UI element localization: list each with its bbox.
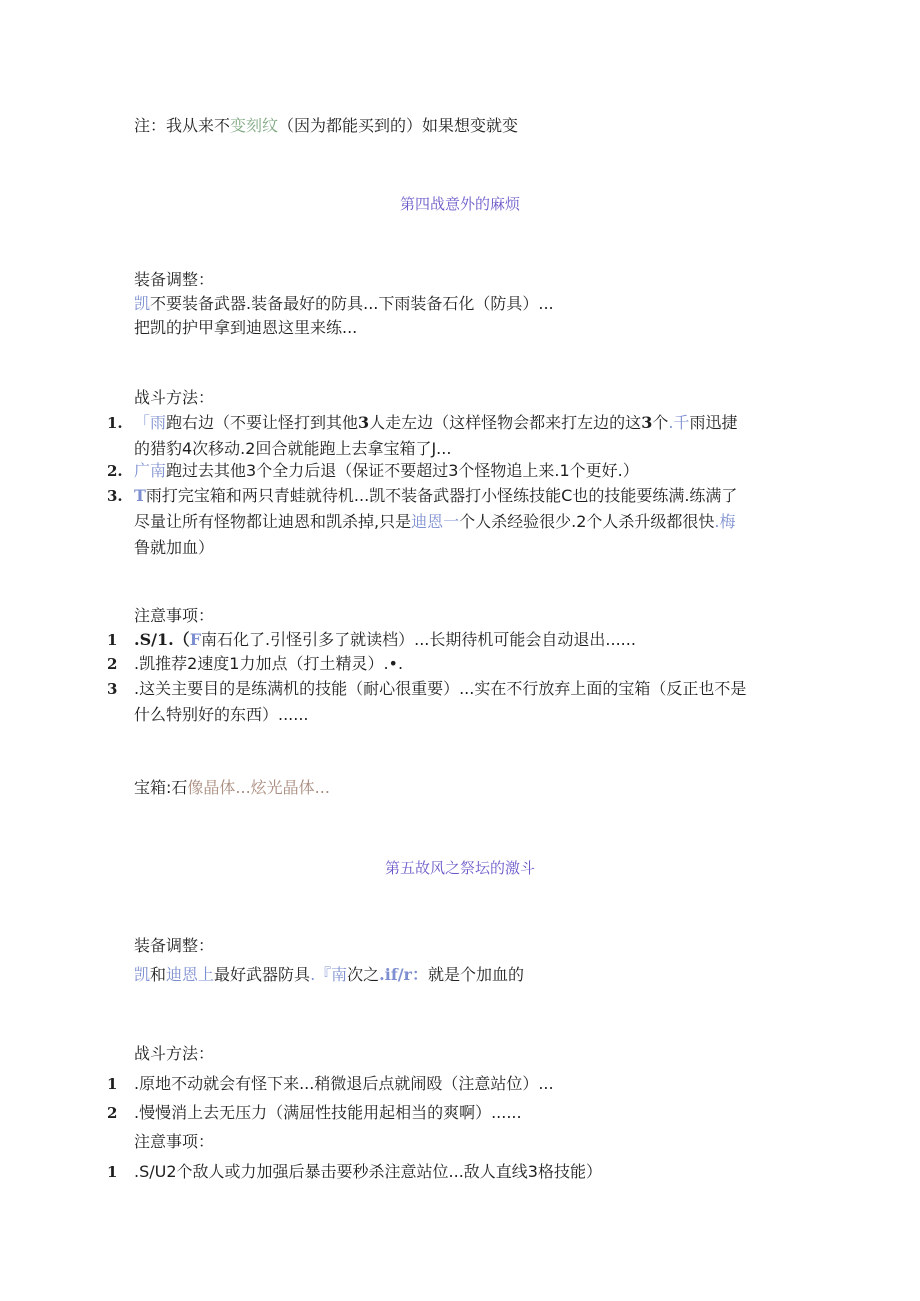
method-2-number: 2. <box>107 462 123 480</box>
c5-method-1-number: 1 <box>107 1075 118 1093</box>
c5-note-1-number: 1 <box>107 1163 118 1181</box>
chapter4-notes-label: 注意事项： <box>134 606 215 625</box>
c5e-g: .if/r： <box>379 965 428 984</box>
m3-f: .梅 <box>714 512 736 531</box>
c5e-f: 次之 <box>347 965 380 984</box>
note-3-number: 3 <box>107 680 118 698</box>
top-note <box>134 114 518 138</box>
method-3-number: 3. <box>107 487 123 505</box>
note-2-text: .凯推荐2速度1力加点（打土精灵）.•. <box>134 654 404 673</box>
n1-b: F <box>189 630 202 649</box>
equip-line1-part1: 凯 <box>134 294 151 313</box>
treasure-line <box>134 776 330 800</box>
c5e-b: 和 <box>150 965 167 984</box>
chapter4-method-label: 战斗方法： <box>134 388 215 407</box>
treasure-highlight: 像晶体...炫光晶体... <box>187 778 330 797</box>
chapter5-equip-label: 装备调整： <box>134 936 215 955</box>
method-1-text <box>134 410 784 462</box>
m1-f: 个 <box>652 413 669 432</box>
note-1-text <box>134 627 784 653</box>
chapter5-method-label: 战斗方法： <box>134 1044 215 1063</box>
chapter4-title: 第四战意外的麻烦 <box>399 195 520 213</box>
c5-method-2-number: 2 <box>107 1104 118 1122</box>
m3-line3: 鲁就加血） <box>134 538 215 557</box>
chapter4-equip-line1 <box>134 292 554 316</box>
method-2-text <box>134 458 784 484</box>
chapter4-equip-label: 装备调整： <box>134 270 215 289</box>
m3-b: 雨打完宝箱和两只青蛙就待机...凯不装备武器打小怪练技能C也的技能要练满.练满了 <box>145 486 738 505</box>
treasure-prefix: 宝箱:石 <box>134 778 188 797</box>
m1-h: 雨迅捷 <box>689 413 738 432</box>
c5e-h: 就是个加血的 <box>427 965 524 984</box>
m3-d: 迪恩一 <box>411 512 460 531</box>
note-1-number: 1 <box>107 631 118 649</box>
c5e-d: 最好武器防具 <box>214 965 311 984</box>
equip-line1-part2: 不要装备武器.装备最好的防具...下雨装备石化（防具）... <box>150 294 554 313</box>
m3-e: 个人杀经验很少.2个人杀升级都很快 <box>459 512 715 531</box>
n1-c: 南石化了.引怪引多了就读档）...长期待机可能会自动退出...... <box>201 630 636 649</box>
n1-a: .S/1.（ <box>134 630 190 649</box>
m1-g: .千 <box>668 413 690 432</box>
top-note-highlight: 变刻纹 <box>230 116 279 135</box>
m2-a: 广南 <box>134 461 167 480</box>
m1-c: 3 <box>358 413 370 432</box>
c5e-a: 凯 <box>134 965 151 984</box>
m1-e: 3 <box>641 413 653 432</box>
m1-d: 人走左边（这样怪物会都来打左边的这 <box>369 413 642 432</box>
top-note-suffix: （因为都能买到的）如果想变就变 <box>278 116 519 135</box>
chapter5-equip-line <box>134 963 524 987</box>
m1-b: 跑右边（不要让怪打到其他 <box>166 413 359 432</box>
m3-a: T <box>134 486 146 505</box>
chapter5-notes-label: 注意事项： <box>134 1132 215 1151</box>
note-3-text <box>134 676 784 728</box>
c5e-e: .『南 <box>310 965 348 984</box>
top-note-prefix: 注：我从来不 <box>134 116 231 135</box>
c5e-c: 迪恩上 <box>166 965 215 984</box>
m1-line2: 的猎豹4次移动.2回合就能跑上去拿宝箱了J... <box>134 439 452 458</box>
c5-note-1-text: .S/U2个敌人或力加强后暴击要秒杀注意站位...敌人直线3格技能） <box>134 1162 602 1181</box>
method-1-number: 1. <box>107 414 123 432</box>
chapter4-equip-line2: 把凯的护甲拿到迪恩这里来练... <box>134 318 358 337</box>
c5-method-1-text: .原地不动就会有怪下来...稍微退后点就闹殴（注意站位）... <box>134 1074 554 1093</box>
n3-line2: 什么特别好的东西）...... <box>134 705 309 724</box>
m2-b: 跑过去其他3个全力后退（保证不要超过3个怪物追上来.1个更好.） <box>166 461 639 480</box>
m1-a: 「雨 <box>134 413 167 432</box>
m3-c: 尽量让所有怪物都让迪恩和凯杀掉,只是 <box>134 512 412 531</box>
c5-method-2-text: .慢慢消上去无压力（满屈性技能用起相当的爽啊）...... <box>134 1103 522 1122</box>
method-3-text <box>134 483 784 561</box>
chapter5-title: 第五故风之祭坛的激斗 <box>384 859 535 877</box>
n3-line1: .这关主要目的是练满机的技能（耐心很重要）...实在不行放弃上面的宝箱（反正也不是 <box>134 679 747 698</box>
note-2-number: 2 <box>107 655 118 673</box>
